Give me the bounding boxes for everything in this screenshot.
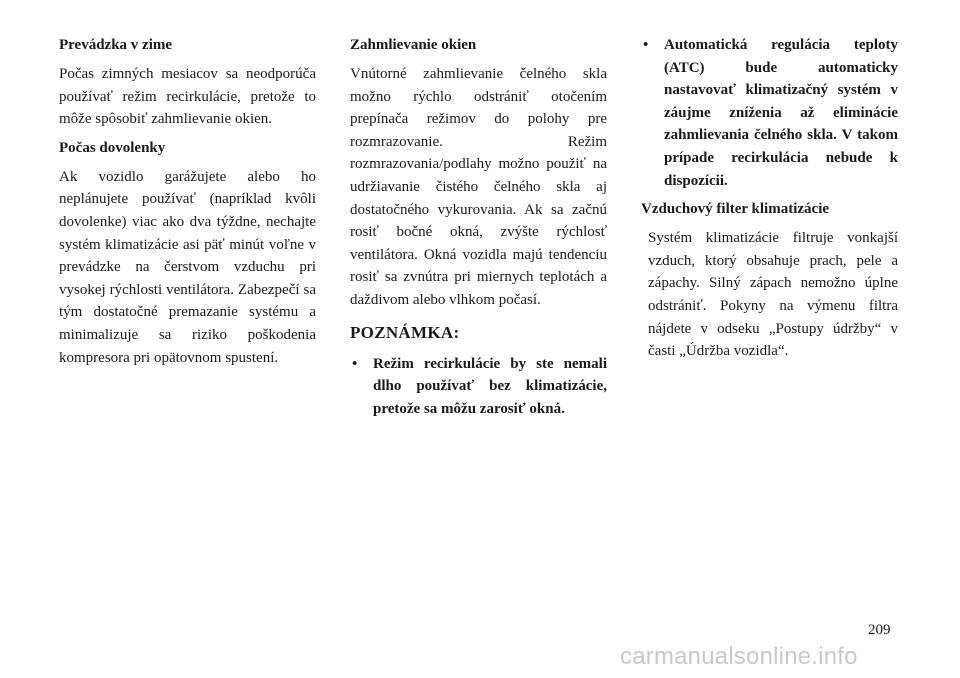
window-fogging-heading: Zahmlievanie okien: [350, 37, 477, 53]
note-bullet-recirculation: [350, 353, 607, 421]
note-bullet-text: Režim recirkulácie by ste nemali dlho používať bez klimatizácie, pretože sa môžu zarosiť okná.: [373, 355, 607, 417]
middle-column: [350, 34, 607, 426]
window-fogging-text: Vnútorné zahmlievanie čelného skla možno rýchlo odstrániť otočením prepínača režimov do polohy pre rozmrazovanie. Režim rozmrazovania/podlahy možno použiť na udržiavanie čistého čelného skla aj dostatočného vykurovania. Ak sa začnú rosiť bočné okná, zvýšte rýchlosť ventilátora. Okná vozidla majú tendenciu rosiť sa zvnútra pri miernych teplotách a daždivom alebo vlhkom počasí.: [350, 66, 607, 308]
left-column: [59, 34, 316, 375]
winter-operation-text: Počas zimných mesiacov sa neodporúča používať režim recirkulácie, pretože to môže spôsobiť zahmlievanie okien.: [59, 66, 316, 128]
air-filter-heading: Vzduchový filter klimatizácie: [641, 201, 830, 218]
bullet-mark: •: [352, 355, 358, 372]
air-filter-text: Systém klimatizácie filtruje vonkajší vzduch, ktorý obsahuje prach, pele a zápachy. Silný zápach nemožno úplne odstrániť. Pokyny na výmenu filtra nájdete v odseku „Postupy údržby“ v časti „Údržba vozidla“.: [648, 230, 898, 360]
note-bullet-atc: [641, 34, 898, 192]
watermark: carmanualsonline.info: [620, 643, 858, 670]
bullet-mark: •: [643, 37, 649, 53]
winter-operation-heading: Prevádzka v zime: [59, 37, 173, 53]
note-title: POZNÁMKA:: [350, 322, 460, 342]
page-number: 209: [868, 622, 891, 638]
vacation-storage-heading: Počas dovolenky: [59, 139, 166, 156]
vacation-storage-text: Ak vozidlo garážujete alebo ho neplánujete používať (napríklad kvôli dovolenke) viac ako dva týždne, nechajte systém klimatizácie asi päť minút voľne v prevádzke na čerstvom vzduchu pri vysokej rýchlosti ventilátora. Zabezpečí sa tým dostatočné premazanie systému a minimalizuje sa riziko poškodenia kompresora pri opätovnom spustení.: [59, 168, 316, 366]
note-bullet-text: Automatická regulácia teploty (ATC) bude automaticky nastavovať klimatizačný systém v záujme zníženia až eliminácie zahmlievania čelného skla. V takom prípade recirkulácia nebude k dispozícii.: [664, 37, 898, 189]
right-column: [641, 34, 898, 369]
